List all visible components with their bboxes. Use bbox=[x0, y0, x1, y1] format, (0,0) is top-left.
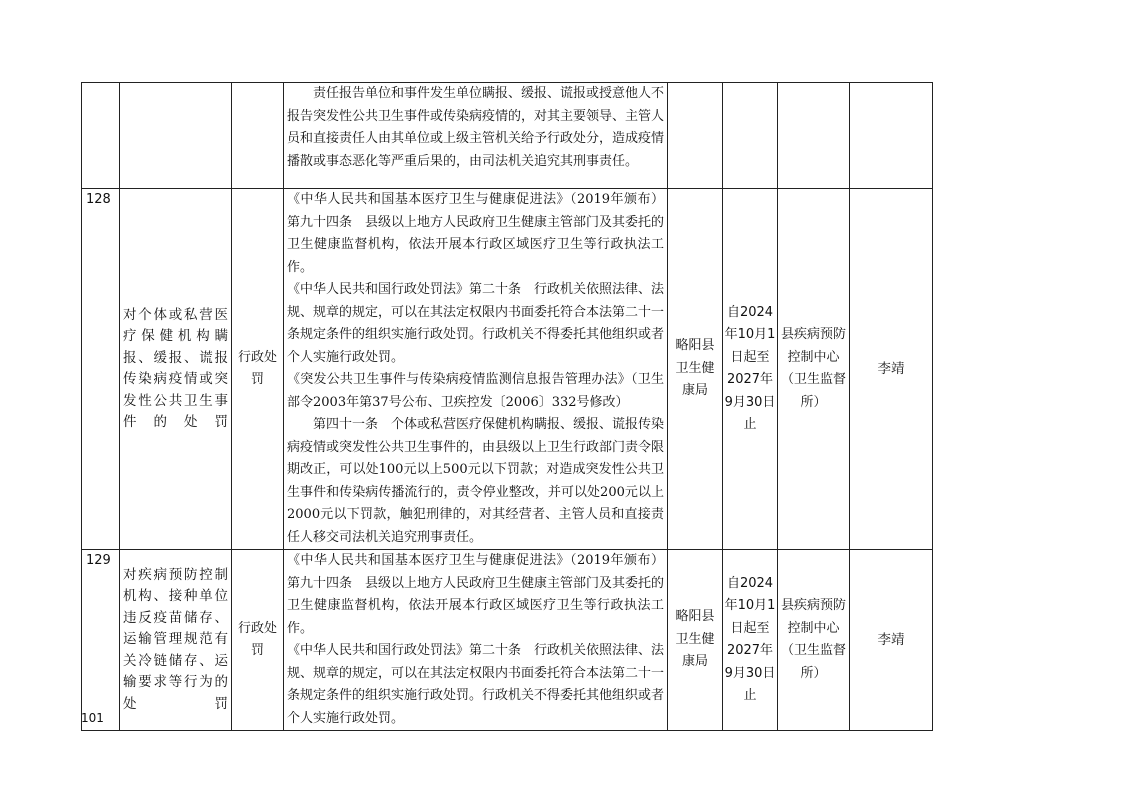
basis-paragraph: 责任报告单位和事件发生单位瞒报、缓报、谎报或授意他人不报告突发性公共卫生事件或传染病疫情的，对其主要领导、主管人员和直接责任人由其单位或上级主管机关给予行政处分，造成疫情播散或事态恶化等严重后果的，由司法机关追究其刑事责任。 bbox=[287, 86, 665, 169]
item-name-text: 对疾病预防控制机构、接种单位违反疫苗储存、运输管理规范有关冷链储存、运输要求等行为的处罚 bbox=[123, 566, 228, 712]
department: 略阳县卫生健康局 bbox=[668, 550, 723, 731]
basis-paragraph: 第四十一条 个体或私营医疗保健机构瞒报、缓报、谎报传染病疫情或突发性公共卫生事件的，由县级以上卫生行政部门责令限期改正，可以处100元以上500元以下罚款；对造成突发性公共卫生事件和传染病传播流行的，责令停业整改，并可以处200元以上2000元以下罚款，触犯刑律的，对其经营者、主管人员和直接责任人移交司法机关追究刑事责任。 bbox=[287, 417, 665, 545]
delegated-organization: 县疾病预防控制中心（卫生监督所） bbox=[778, 550, 850, 731]
department bbox=[668, 83, 723, 189]
legal-basis bbox=[284, 550, 668, 731]
validity-period: 自2024年10月1日起至2027年9月30日止 bbox=[723, 189, 778, 550]
item-name bbox=[120, 83, 232, 189]
basis-paragraph: 《突发公共卫生事件与传染病疫情监测信息报告管理办法》（卫生部令2003年第37号公布、卫疾控发〔2006〕332号修改） bbox=[287, 372, 664, 410]
responsible-person bbox=[850, 83, 933, 189]
basis-paragraph: 《中华人民共和国行政处罚法》第二十条 行政机关依照法律、法规、规章的规定，可以在其法定权限内书面委托符合本法第二十一条规定条件的组织实施行政处罚。行政机关不得委托其他组织或者个人实施行政处罚。 bbox=[287, 643, 665, 726]
department: 略阳县卫生健康局 bbox=[668, 189, 723, 550]
table-row bbox=[82, 550, 933, 731]
item-type: 行政处罚 bbox=[232, 189, 284, 550]
item-name bbox=[120, 550, 232, 731]
basis-paragraph: 《中华人民共和国基本医疗卫生与健康促进法》（2019年颁布）第九十四条 县级以上地方人民政府卫生健康主管部门及其委托的卫生健康监督机构，依法开展本行政区域医疗卫生等行政执法工作。 bbox=[287, 192, 665, 275]
delegated-organization: 县疾病预防控制中心（卫生监督所） bbox=[778, 189, 850, 550]
item-type: 行政处罚 bbox=[232, 550, 284, 731]
row-number: 128 bbox=[82, 189, 120, 550]
page-number: 101 bbox=[81, 711, 104, 725]
item-name-text: 对个体或私营医疗保健机构瞒报、缓报、谎报传染病疫情或突发性公共卫生事件的处罚 bbox=[123, 306, 228, 430]
responsible-person: 李靖 bbox=[850, 550, 933, 731]
legal-basis bbox=[284, 83, 668, 189]
item-type bbox=[232, 83, 284, 189]
table-row bbox=[82, 189, 933, 550]
delegated-organization bbox=[778, 83, 850, 189]
basis-paragraph: 《中华人民共和国行政处罚法》第二十条 行政机关依照法律、法规、规章的规定，可以在其法定权限内书面委托符合本法第二十一条规定条件的组织实施行政处罚。行政机关不得委托其他组织或者个人实施行政处罚。 bbox=[287, 282, 665, 365]
row-number: 129 bbox=[82, 550, 120, 731]
responsible-person: 李靖 bbox=[850, 189, 933, 550]
item-name bbox=[120, 189, 232, 550]
table-row bbox=[82, 83, 933, 189]
basis-paragraph: 《中华人民共和国基本医疗卫生与健康促进法》（2019年颁布）第九十四条 县级以上地方人民政府卫生健康主管部门及其委托的卫生健康监督机构，依法开展本行政区域医疗卫生等行政执法工作。 bbox=[287, 553, 665, 636]
validity-period bbox=[723, 83, 778, 189]
enforcement-table bbox=[81, 82, 933, 731]
validity-period: 自2024年10月1日起至2027年9月30日止 bbox=[723, 550, 778, 731]
row-number bbox=[82, 83, 120, 189]
legal-basis bbox=[284, 189, 668, 550]
